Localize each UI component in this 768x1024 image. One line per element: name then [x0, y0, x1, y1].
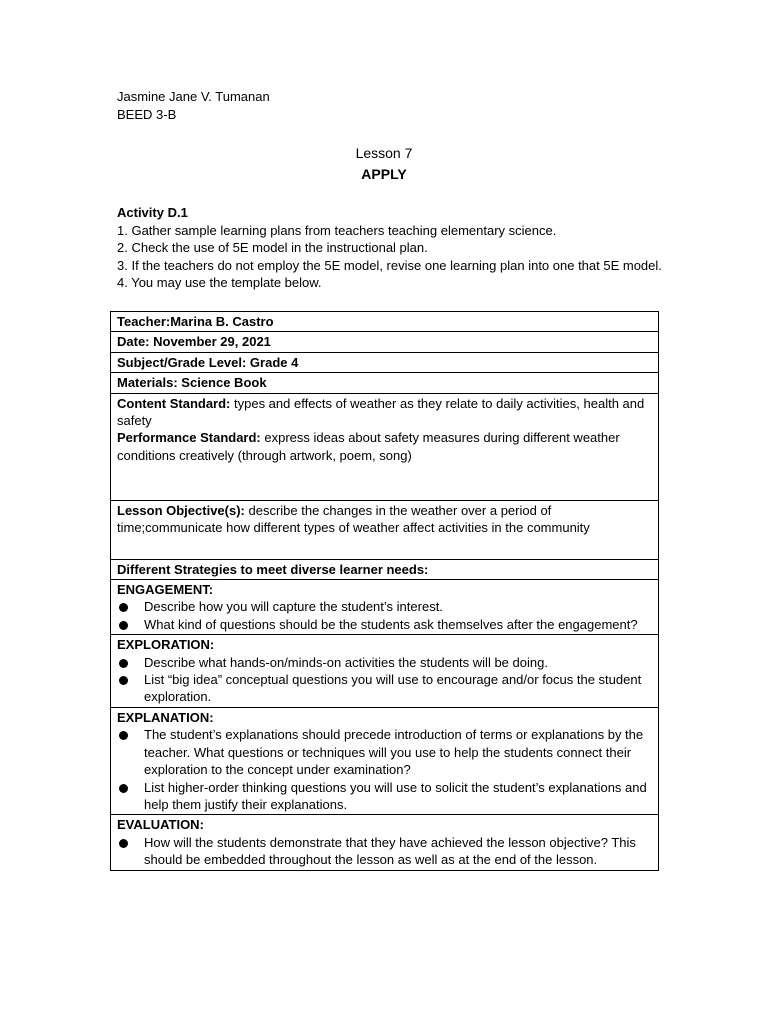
table-row: [111, 559, 659, 579]
date-cell: Date: November 29, 2021: [111, 332, 659, 352]
bullet-icon: [119, 839, 128, 848]
list-item: How will the students demonstrate that they have achieved the lesson objective? This should be embedded throughout the lesson as well as at the end of the lesson.: [117, 834, 652, 869]
bullet-icon: [119, 676, 128, 685]
exploration-heading: EXPLORATION:: [117, 637, 215, 653]
content-standard-label: Content Standard:: [117, 395, 231, 411]
bullet-icon: [119, 731, 128, 740]
activity-section: [117, 204, 662, 292]
lesson-plan-table: [110, 311, 659, 871]
table-row: [111, 393, 659, 500]
exploration-list: [117, 654, 652, 706]
list-item: Describe what hands-on/minds-on activities the students will be doing.: [117, 654, 652, 671]
materials-cell: Materials: Science Book: [111, 373, 659, 393]
explanation-cell: [111, 707, 659, 814]
evaluation-list: [117, 834, 652, 869]
table-row: [111, 635, 659, 708]
subject-cell: Subject/Grade Level: Grade 4: [111, 352, 659, 372]
content-standard-text: types and effects of weather as they relate to daily activities, health and safety: [117, 395, 645, 429]
performance-standard: [117, 429, 652, 464]
list-item: List higher-order thinking questions you will use to solicit the student’s explanations and help them justify their explanations.: [117, 779, 652, 814]
table-row: [111, 312, 659, 332]
content-standard: [117, 395, 652, 430]
list-item: What kind of questions should be the students ask themselves after the engagement?: [117, 616, 652, 633]
engagement-heading: ENGAGEMENT:: [117, 582, 214, 598]
objective-text: describe the changes in the weather over a period of time;communicate how different types of weather affect activities in the community: [117, 502, 590, 536]
lesson-number: Lesson 7: [355, 145, 413, 161]
student-section: BEED 3-B: [117, 107, 177, 122]
explanation-list: [117, 726, 652, 813]
activity-item: 1. Gather sample learning plans from teachers teaching elementary science.: [117, 222, 557, 238]
table-row: [111, 580, 659, 635]
lesson-titles: [0, 143, 768, 185]
bullet-icon: [119, 621, 128, 630]
student-name: Jasmine Jane V. Tumanan: [117, 89, 270, 104]
objective-label: Lesson Objective(s):: [117, 502, 245, 518]
engagement-list: [117, 598, 652, 633]
list-item: The student’s explanations should precede introduction of terms or explanations by the teacher. What questions or techniques will you use to help the students connect their exploration to the concept under examination?: [117, 726, 652, 778]
strategies-cell: Different Strategies to meet diverse learner needs:: [111, 559, 659, 579]
activity-item: 4. You may use the template below.: [117, 275, 322, 291]
standards-cell: [111, 393, 659, 500]
activity-heading: Activity D.1: [117, 205, 188, 220]
lesson-title: APPLY: [361, 166, 407, 182]
list-item: List “big idea” conceptual questions you will use to encourage and/or focus the student exploration.: [117, 671, 652, 706]
evaluation-heading: EVALUATION:: [117, 817, 204, 833]
table-row: [111, 500, 659, 559]
bullet-icon: [119, 603, 128, 612]
engagement-cell: [111, 580, 659, 635]
performance-standard-label: Performance Standard:: [117, 430, 261, 446]
objective-cell: [111, 500, 659, 559]
teacher-cell: Teacher:Marina B. Castro: [111, 312, 659, 332]
bullet-icon: [119, 659, 128, 668]
performance-standard-text: express ideas about safety measures during different weather conditions creatively (through artwork, poem, song): [117, 430, 620, 463]
table-row: [111, 707, 659, 814]
table-row: [111, 373, 659, 393]
bullet-icon: [119, 784, 128, 793]
evaluation-cell: [111, 815, 659, 870]
table-row: [111, 352, 659, 372]
list-item: Describe how you will capture the student’s interest.: [117, 598, 652, 615]
student-header: [117, 88, 270, 124]
explanation-heading: EXPLANATION:: [117, 709, 214, 725]
exploration-cell: [111, 635, 659, 708]
activity-item: 2. Check the use of 5E model in the instructional plan.: [117, 240, 428, 256]
activity-item: 3. If the teachers do not employ the 5E model, revise one learning plan into one that 5E model.: [117, 257, 662, 273]
table-row: [111, 332, 659, 352]
table-row: [111, 815, 659, 870]
